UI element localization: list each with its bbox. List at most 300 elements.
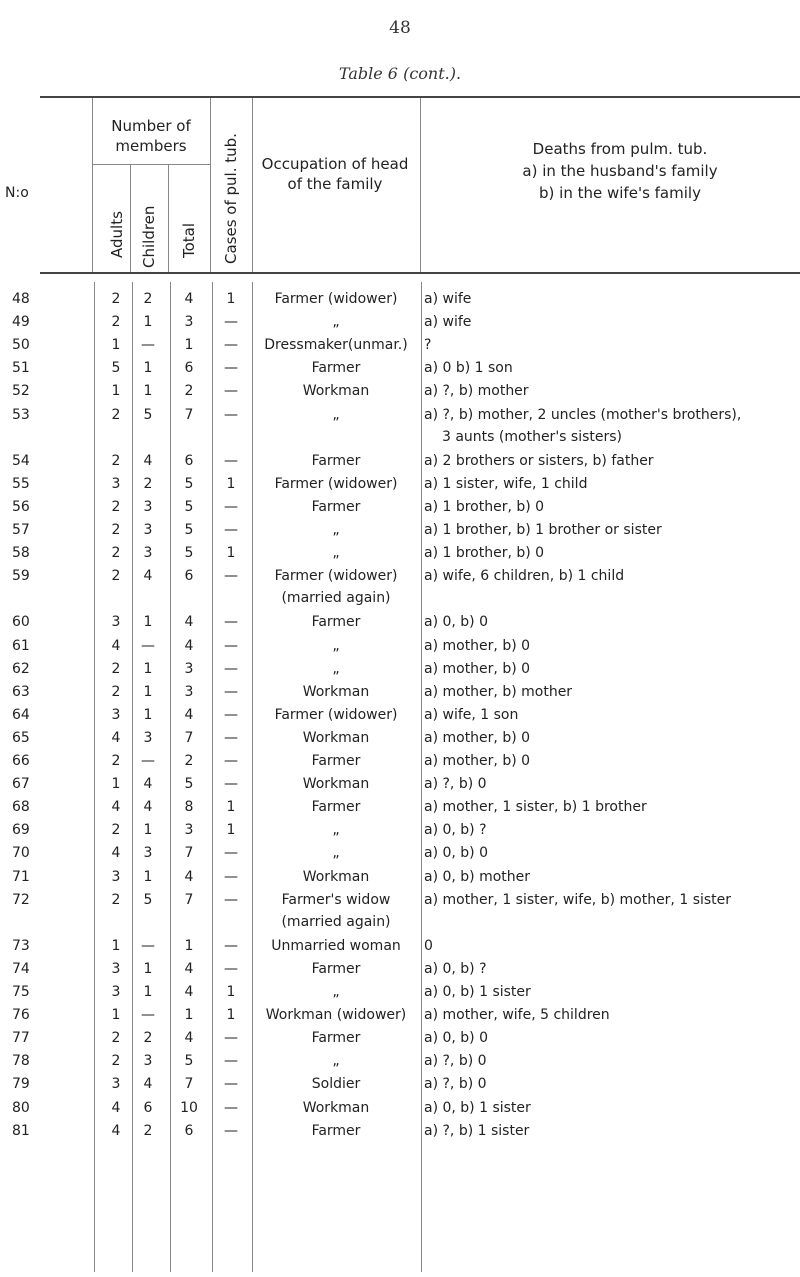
deaths-line: a) wife	[424, 314, 472, 331]
children-cell: 2	[143, 475, 153, 492]
deaths-cell	[424, 450, 800, 472]
total-cell: 4	[184, 637, 194, 654]
adults-cell: 3	[111, 984, 121, 1000]
deaths-line: a) mother, 1 sister, wife, b) mother, 1 sister	[424, 891, 732, 908]
cases-cell: 1	[226, 475, 236, 492]
adults-cell: 3	[111, 960, 121, 977]
cases-cell: —	[224, 498, 238, 515]
header-divider	[92, 98, 93, 272]
occupation-line: Workman	[302, 683, 370, 700]
header-divider	[252, 98, 253, 272]
deaths-cell	[424, 704, 800, 726]
deaths-line: a) mother, wife, 5 children	[424, 1007, 610, 1024]
cases-cell: 1	[226, 291, 236, 307]
children-cell: 1	[143, 984, 153, 1000]
deaths-cell	[424, 866, 800, 888]
adults-cell: 2	[111, 753, 121, 769]
deaths-line: 0	[424, 937, 433, 954]
row-number: 64	[12, 706, 30, 723]
occupation-line: Workman	[302, 383, 370, 400]
total-cell: 4	[184, 1030, 194, 1047]
total-cell: 1	[184, 1007, 194, 1024]
children-cell: 4	[143, 799, 153, 816]
occupation-cell	[254, 611, 418, 633]
occupation-line: „	[332, 545, 340, 562]
total-cell: 6	[184, 360, 194, 377]
adults-cell: 4	[111, 845, 121, 862]
deaths-cell	[424, 473, 800, 495]
row-number: 52	[12, 383, 30, 400]
deaths-line: a) 2 brothers or sisters, b) father	[424, 452, 654, 469]
deaths-line: a) mother, b) mother	[424, 683, 573, 700]
total-cell: 4	[184, 984, 194, 1000]
occupation-line: „	[332, 1053, 340, 1070]
cases-cell: —	[224, 776, 238, 793]
row-number: 81	[12, 1122, 30, 1139]
total-cell: 5	[184, 475, 194, 492]
cases-cell: —	[224, 660, 238, 677]
deaths-line: a) mother, b) 0	[424, 729, 531, 746]
total-cell: 3	[184, 660, 194, 677]
deaths-line: a) 1 brother, b) 1 brother or sister	[424, 522, 662, 538]
cases-cell: —	[224, 614, 238, 631]
occupation-line: „	[332, 314, 340, 331]
cases-cell: —	[224, 314, 238, 331]
deaths-cell	[424, 635, 800, 657]
row-number: 77	[12, 1030, 30, 1047]
children-cell: 3	[143, 498, 153, 515]
deaths-cell	[424, 1073, 800, 1095]
occupation-line: Farmer (widower)	[274, 291, 398, 307]
deaths-cell	[424, 519, 800, 541]
occupation-line: Farmer	[311, 452, 361, 469]
children-cell: 5	[143, 406, 153, 423]
occupation-line: Farmer	[311, 960, 361, 977]
occupation-line: Farmer's widow	[281, 891, 391, 908]
occupation-line: Workman	[302, 868, 370, 885]
occupation-cell	[254, 519, 418, 541]
occupation-cell	[254, 542, 418, 564]
deaths-cell	[424, 935, 800, 957]
body-divider	[94, 282, 95, 1272]
row-number: 65	[12, 729, 30, 746]
row-number: 76	[12, 1007, 30, 1024]
occupation-line: Workman	[302, 776, 370, 793]
cases-cell: —	[224, 1122, 238, 1139]
total-cell: 5	[184, 498, 194, 515]
occupation-cell	[254, 750, 418, 772]
cases-cell: 1	[226, 984, 236, 1000]
children-cell: 3	[143, 545, 153, 562]
cases-cell: —	[224, 937, 238, 954]
adults-cell: 2	[111, 1053, 121, 1070]
row-number: 70	[12, 845, 30, 862]
cases-cell: —	[224, 1030, 238, 1047]
row-number: 51	[12, 360, 30, 377]
occupation-line: Farmer	[311, 1030, 361, 1047]
occupation-cell	[254, 404, 418, 426]
cases-cell: —	[224, 383, 238, 400]
header-members-divider	[92, 164, 210, 165]
cases-cell: —	[224, 706, 238, 723]
children-cell: 1	[143, 360, 153, 377]
total-cell: 5	[184, 1053, 194, 1070]
children-cell: 1	[143, 314, 153, 331]
deaths-cell	[424, 658, 800, 680]
header-children: Children	[140, 205, 158, 268]
adults-cell: 2	[111, 660, 121, 677]
children-cell: 1	[143, 822, 153, 839]
children-cell: 4	[143, 1076, 153, 1093]
cases-cell: —	[224, 683, 238, 700]
adults-cell: 2	[111, 522, 121, 538]
header-adults: Adults	[108, 211, 126, 258]
deaths-line: a) wife	[424, 291, 472, 307]
total-cell: 3	[184, 822, 194, 839]
deaths-cell	[424, 819, 800, 841]
occupation-cell	[254, 450, 418, 472]
occupation-line: Farmer (widower)	[274, 475, 398, 492]
total-cell: 3	[184, 314, 194, 331]
cases-cell: 1	[226, 799, 236, 816]
adults-cell: 1	[111, 383, 121, 400]
adults-cell: 2	[111, 545, 121, 562]
row-number: 72	[12, 891, 30, 908]
children-cell: 3	[143, 729, 153, 746]
total-cell: 2	[184, 753, 194, 769]
occupation-cell	[254, 935, 418, 957]
occupation-cell	[254, 727, 418, 749]
deaths-cell	[424, 565, 800, 587]
cases-cell: —	[224, 452, 238, 469]
deaths-line: a) 0, b) 0	[424, 1030, 489, 1047]
occupation-line: Farmer	[311, 360, 361, 377]
deaths-cell	[424, 611, 800, 633]
cases-cell: —	[224, 337, 238, 354]
header-members-group: Number of members	[111, 117, 191, 155]
occupation-cell	[254, 958, 418, 980]
row-number: 57	[12, 522, 30, 538]
occupation-line: „	[332, 637, 340, 654]
cases-cell: 1	[226, 545, 236, 562]
deaths-cell	[424, 842, 800, 864]
cases-cell: —	[224, 637, 238, 654]
occupation-line: Farmer	[311, 753, 361, 769]
total-cell: 1	[184, 937, 194, 954]
occupation-cell	[254, 473, 418, 495]
occupation-line: Farmer	[311, 498, 361, 515]
deaths-line: a) 1 sister, wife, 1 child	[424, 475, 588, 492]
cases-cell: —	[224, 729, 238, 746]
deaths-cell	[424, 404, 800, 448]
children-cell: —	[141, 1007, 155, 1024]
deaths-line: a) 0, b) 1 sister	[424, 984, 531, 1000]
adults-cell: 1	[111, 1007, 121, 1024]
children-cell: 3	[143, 845, 153, 862]
deaths-cell	[424, 1097, 800, 1119]
deaths-line: a) mother, b) 0	[424, 753, 531, 769]
table-header	[0, 98, 800, 272]
occupation-line: Farmer	[311, 614, 361, 631]
adults-cell: 2	[111, 291, 121, 307]
occupation-line-2: (married again)	[281, 590, 391, 607]
children-cell: 4	[143, 776, 153, 793]
deaths-cell	[424, 958, 800, 980]
occupation-line: Farmer	[311, 1122, 361, 1139]
deaths-line: a) 0, b) ?	[424, 960, 487, 977]
occupation-cell	[254, 496, 418, 518]
deaths-cell	[424, 727, 800, 749]
adults-cell: 4	[111, 1099, 121, 1116]
occupation-line: Soldier	[311, 1076, 361, 1093]
occupation-cell	[254, 1027, 418, 1049]
header-deaths	[445, 138, 795, 204]
cases-cell: —	[224, 1099, 238, 1116]
deaths-line: a) ?, b) mother	[424, 383, 529, 400]
occupation-cell	[254, 635, 418, 657]
children-cell: 1	[143, 660, 153, 677]
total-cell: 10	[180, 1099, 198, 1116]
adults-cell: 2	[111, 406, 121, 423]
children-cell: 4	[143, 568, 153, 585]
children-cell: 2	[143, 291, 153, 307]
total-cell: 5	[184, 776, 194, 793]
cases-cell: —	[224, 1076, 238, 1093]
occupation-cell	[254, 681, 418, 703]
row-number: 62	[12, 660, 30, 677]
adults-cell: 4	[111, 799, 121, 816]
cases-cell: —	[224, 868, 238, 885]
total-cell: 4	[184, 291, 194, 307]
deaths-cell	[424, 380, 800, 402]
children-cell: 1	[143, 614, 153, 631]
row-number: 49	[12, 314, 30, 331]
occupation-line: Farmer (widower)	[274, 706, 398, 723]
occupation-cell	[254, 819, 418, 841]
deaths-line: a) 0, b) 0	[424, 614, 489, 631]
total-cell: 7	[184, 406, 194, 423]
row-number: 71	[12, 868, 30, 885]
deaths-cell	[424, 357, 800, 379]
deaths-line: a) ?, b) 1 sister	[424, 1122, 530, 1139]
occupation-cell	[254, 796, 418, 818]
total-cell: 3	[184, 683, 194, 700]
row-number: 58	[12, 545, 30, 562]
deaths-line: a) mother, b) 0	[424, 660, 531, 677]
header-divider	[130, 164, 131, 272]
adults-cell: 4	[111, 1122, 121, 1139]
deaths-line: ?	[424, 337, 432, 354]
row-number: 73	[12, 937, 30, 954]
adults-cell: 2	[111, 891, 121, 908]
adults-cell: 2	[111, 568, 121, 585]
adults-cell: 2	[111, 1030, 121, 1047]
deaths-line: a) 0, b) ?	[424, 822, 487, 839]
header-no: N:o	[5, 185, 29, 201]
row-number: 67	[12, 776, 30, 793]
deaths-cell	[424, 496, 800, 518]
body-divider	[212, 282, 213, 1272]
body-divider	[132, 282, 133, 1272]
occupation-cell	[254, 288, 418, 310]
total-cell: 6	[184, 452, 194, 469]
row-number: 63	[12, 683, 30, 700]
total-cell: 5	[184, 545, 194, 562]
adults-cell: 1	[111, 337, 121, 354]
adults-cell: 1	[111, 776, 121, 793]
occupation-cell	[254, 1097, 418, 1119]
row-number: 69	[12, 822, 30, 839]
total-cell: 5	[184, 522, 194, 538]
cases-cell: —	[224, 1053, 238, 1070]
adults-cell: 2	[111, 498, 121, 515]
adults-cell: 4	[111, 637, 121, 654]
total-cell: 4	[184, 868, 194, 885]
adults-cell: 1	[111, 937, 121, 954]
body-divider	[170, 282, 171, 1272]
children-cell: 1	[143, 960, 153, 977]
cases-cell: —	[224, 522, 238, 538]
adults-cell: 3	[111, 1076, 121, 1093]
header-deaths-title: Deaths from pulm. tub.	[532, 140, 708, 158]
children-cell: 1	[143, 706, 153, 723]
total-cell: 7	[184, 891, 194, 908]
row-number: 59	[12, 568, 30, 585]
total-cell: 1	[184, 337, 194, 354]
header-divider	[210, 98, 211, 272]
occupation-line: „	[332, 660, 340, 677]
occupation-line: Workman	[302, 1099, 370, 1116]
occupation-cell	[254, 380, 418, 402]
occupation-line: „	[332, 984, 340, 1000]
deaths-line: a) wife, 1 son	[424, 706, 519, 723]
total-cell: 4	[184, 960, 194, 977]
deaths-line: a) wife, 6 children, b) 1 child	[424, 568, 625, 585]
occupation-cell	[254, 334, 418, 356]
occupation-line: Workman	[302, 729, 370, 746]
children-cell: 1	[143, 683, 153, 700]
adults-cell: 4	[111, 729, 121, 746]
header-deaths-b: b) in the wife's family	[539, 184, 701, 202]
deaths-cell	[424, 1027, 800, 1049]
deaths-cell	[424, 796, 800, 818]
children-cell: 5	[143, 891, 153, 908]
occupation-line-2: (married again)	[281, 913, 391, 930]
row-number: 48	[12, 291, 30, 307]
cases-cell: —	[224, 360, 238, 377]
occupation-cell	[254, 866, 418, 888]
deaths-cell	[424, 981, 800, 1003]
occupation-line: Farmer	[311, 799, 361, 816]
occupation-cell	[254, 1050, 418, 1072]
header-divider	[168, 164, 169, 272]
occupation-cell	[254, 842, 418, 864]
deaths-line: a) mother, b) 0	[424, 637, 531, 654]
children-cell: —	[141, 753, 155, 769]
row-number: 80	[12, 1099, 30, 1116]
row-number: 50	[12, 337, 30, 354]
cases-cell: —	[224, 960, 238, 977]
row-number: 79	[12, 1076, 30, 1093]
occupation-cell	[254, 565, 418, 609]
children-cell: 2	[143, 1122, 153, 1139]
occupation-cell	[254, 1004, 418, 1026]
occupation-cell	[254, 981, 418, 1003]
adults-cell: 3	[111, 706, 121, 723]
total-cell: 2	[184, 383, 194, 400]
deaths-cell	[424, 773, 800, 795]
total-cell: 7	[184, 845, 194, 862]
header-cases: Cases of pul. tub.	[222, 133, 240, 264]
occupation-cell	[254, 658, 418, 680]
adults-cell: 3	[111, 475, 121, 492]
cases-cell: —	[224, 845, 238, 862]
deaths-cell	[424, 542, 800, 564]
adults-cell: 5	[111, 360, 121, 377]
total-cell: 6	[184, 568, 194, 585]
header-total: Total	[180, 222, 198, 258]
adults-cell: 3	[111, 614, 121, 631]
children-cell: 1	[143, 868, 153, 885]
row-number: 54	[12, 452, 30, 469]
deaths-line: a) ?, b) 0	[424, 1053, 487, 1070]
occupation-cell	[254, 311, 418, 333]
occupation-line: Unmarried woman	[271, 937, 401, 954]
occupation-line: „	[332, 845, 340, 862]
occupation-cell	[254, 773, 418, 795]
deaths-line: a) 0 b) 1 son	[424, 360, 513, 377]
row-number: 78	[12, 1053, 30, 1070]
deaths-cell	[424, 288, 800, 310]
children-cell: —	[141, 937, 155, 954]
total-cell: 8	[184, 799, 194, 816]
occupation-line: „	[332, 522, 340, 538]
total-cell: 7	[184, 729, 194, 746]
cases-cell: —	[224, 568, 238, 585]
header-bottom-rule	[40, 272, 800, 274]
row-number: 53	[12, 406, 30, 423]
deaths-cell	[424, 311, 800, 333]
children-cell: 3	[143, 522, 153, 538]
occupation-cell	[254, 704, 418, 726]
deaths-cell	[424, 681, 800, 703]
children-cell: 1	[143, 383, 153, 400]
total-cell: 6	[184, 1122, 194, 1139]
occupation-cell	[254, 889, 418, 933]
deaths-line-2: 3 aunts (mother's sisters)	[442, 428, 622, 445]
occupation-cell	[254, 1073, 418, 1095]
deaths-line: a) 0, b) 0	[424, 845, 489, 862]
children-cell: 4	[143, 452, 153, 469]
occupation-line: Workman (widower)	[265, 1007, 407, 1024]
row-number: 68	[12, 799, 30, 816]
cases-cell: —	[224, 406, 238, 423]
children-cell: —	[141, 637, 155, 654]
deaths-cell	[424, 1120, 800, 1142]
adults-cell: 2	[111, 452, 121, 469]
row-number: 75	[12, 984, 30, 1000]
deaths-cell	[424, 1050, 800, 1072]
occupation-cell	[254, 1120, 418, 1142]
cases-cell: 1	[226, 1007, 236, 1024]
deaths-line: a) 0, b) mother	[424, 868, 531, 885]
row-number: 66	[12, 753, 30, 769]
deaths-cell	[424, 334, 800, 356]
children-cell: 6	[143, 1099, 153, 1116]
page-number: 48	[389, 18, 411, 38]
deaths-cell	[424, 889, 800, 911]
adults-cell: 2	[111, 683, 121, 700]
